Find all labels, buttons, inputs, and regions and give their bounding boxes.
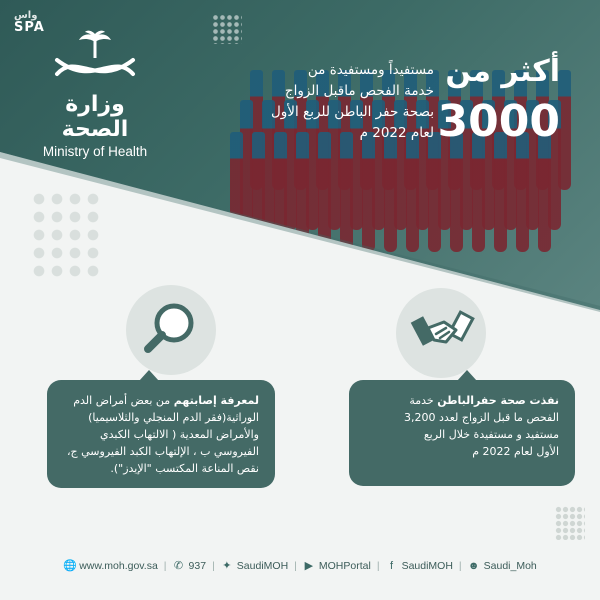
footer-twitter[interactable] [221,560,288,572]
card-line: الفيروسي ب ، الإلتهاب الكبد الفيروسي ج، [66,445,259,458]
divider: | [458,560,462,572]
handshake-icon [396,288,486,378]
phone-icon: ✆ [173,560,184,572]
headline-line: لعام 2022 م [359,125,434,141]
footer-contacts [0,553,600,579]
palm-swords-emblem-icon [47,30,143,90]
card-text: من بعض أمراض الدم [73,394,174,407]
snapchat-handle[interactable]: Saudi_Moh [483,560,537,572]
headline-line: مستفيداً ومستفيدة من [307,62,434,78]
divider: | [163,560,167,572]
snapchat-icon: ☻ [467,560,480,572]
info-card-service [349,380,575,486]
card-line [63,392,259,409]
divider: | [294,560,297,572]
test-tube [494,132,507,252]
headline-line: بصحة حفر الباطن للربع الأول [270,104,434,120]
decorative-dots [212,14,242,44]
facebook-icon: f [390,560,394,572]
spa-logo-latin: SPA [14,20,45,35]
card-line: نقص المناعة المكتسب "الإيدز"). [110,462,259,475]
magnifier-icon [126,285,216,375]
test-tube [384,132,397,252]
test-tube [472,132,485,252]
test-tube [450,132,463,252]
phone-number[interactable]: 937 [188,560,207,572]
headline-description [214,60,434,144]
headline-more-than: أكثر من [445,54,560,89]
youtube-channel[interactable]: MOHPortal [318,560,371,572]
ministry-name-arabic: وزارة الصحة [61,92,129,142]
card-highlight: لمعرفة إصابتهم [173,394,259,407]
facebook-page[interactable]: SaudiMOH [401,560,453,572]
ministry-name-english: Ministry of Health [42,144,148,159]
divider: | [212,560,215,572]
info-card-diseases [47,380,275,488]
card-line: والأمراض المعدية ( الالتهاب الكبدي [99,428,259,441]
footer-phone[interactable] [173,560,207,572]
footer-snapchat[interactable] [468,560,537,572]
card-line: مستفيد و مستفيدة خلال الربع [423,428,559,441]
test-tube [516,132,529,252]
test-tube [362,132,375,252]
decorative-dots [555,506,585,540]
youtube-icon: ▶ [304,560,314,572]
headline-number: 3000 [437,96,560,147]
test-tube [406,132,419,252]
twitter-icon: ✦ [222,560,232,572]
footer-facebook[interactable] [386,560,453,572]
headline-line: خدمة الفحص ماقبل الزواج [284,83,434,99]
card-line: الفحص ما قبل الزواج لعدد 3,200 [404,411,559,424]
card-pointer [457,370,477,381]
decorative-dots [30,190,102,282]
ministry-logo [30,30,160,159]
test-tube [318,132,331,252]
test-tube [340,132,353,252]
spa-logo-arabic: واس [14,10,38,21]
website-link[interactable]: www.moh.gov.sa [79,560,158,572]
card-pointer [139,370,159,381]
card-line [365,392,559,409]
test-tube [428,132,441,252]
card-line: الوراثية(فقر الدم المنجلي والثلاسيميا) [88,411,259,424]
footer-youtube[interactable] [303,560,371,572]
card-text: خدمة [409,394,438,407]
footer-website[interactable] [63,560,158,572]
test-tube [538,132,551,252]
divider: | [376,560,380,572]
card-highlight: نفذت صحة حفرالباطن [437,394,559,407]
twitter-handle[interactable]: SaudiMOH [236,560,289,572]
globe-icon: 🌐 [63,560,77,572]
card-line: الأول لعام 2022 م [472,445,559,458]
